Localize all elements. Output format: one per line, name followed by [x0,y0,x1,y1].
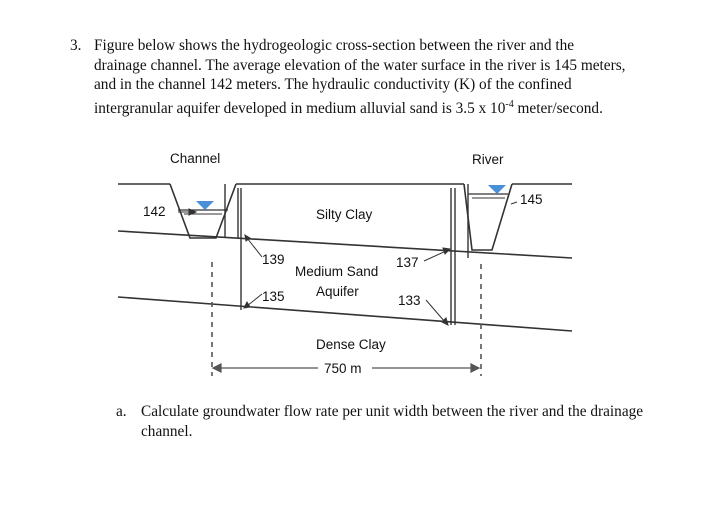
aquifer-bottom-right-elevation: 133 [398,293,421,308]
dense-clay-label: Dense Clay [316,337,386,352]
problem-number: 3. [70,37,82,54]
aquifer-top-left-elevation: 139 [262,252,285,267]
conductivity-exponent: -4 [505,98,514,110]
river-label: River [472,152,504,167]
question-a [116,402,656,441]
channel-water-level-icon [196,201,214,210]
problem-text-units: meter/second. [513,99,603,117]
river-elevation-label: 145 [520,192,543,207]
aquifer-bottom-boundary [118,297,572,331]
aquifer-top-right-elevation: 137 [396,255,419,270]
aquifer-bottom-left-elevation: 135 [262,289,285,304]
aquifer-label-line1: Medium Sand [295,264,379,279]
problem-text-main: Figure below shows the hydrogeologic cross-section between the river and the drainage channel. The average elevation of the water surface in the river is 145 meters, and in the channel 142 meters. The hydraulic conductivity (K) of the confined intergranular aquifer developed in medium alluvial sand is 3.5 x 10 [94,37,626,117]
aquifer-top-boundary [118,231,572,258]
aquifer-label-line2: Aquifer [316,284,359,299]
silty-clay-label: Silty Clay [316,207,373,222]
channel-cross-section [170,184,236,238]
question-a-text: Calculate groundwater flow rate per unit width between the river and the drainage channel. [141,403,644,440]
channel-elevation-label: 142 [143,204,166,219]
river-water-level-icon [488,185,506,194]
question-a-label: a. [116,403,127,420]
distance-label: 750 m [324,361,362,376]
channel-label: Channel [170,151,221,166]
